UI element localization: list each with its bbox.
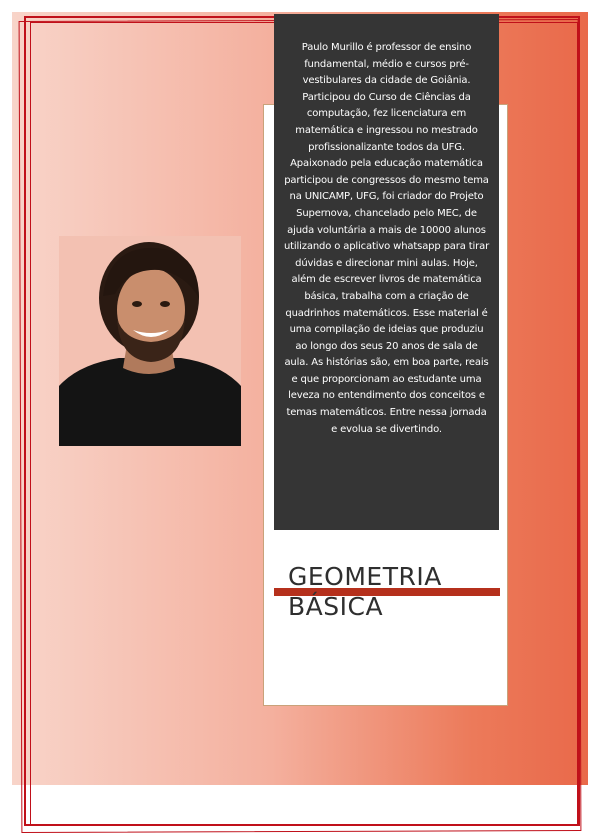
book-title-line-1: GEOMETRIA (288, 562, 442, 591)
author-bio-box (274, 14, 499, 530)
author-bio-text: Paulo Murillo é professor de ensino fundamental, médio e cursos pré-vestibulares da cidade de Goiânia. Participou do Curso de Ciências da computação, fez licenciatura em matemática e ingressou no mestrado profissionalizante todos da UFG. Apaixonado pela educação matemática participou de congressos do mesmo tema na UNICAMP, UFG, foi criador do Projeto Supernova, chancelado pelo MEC, de ajuda voluntária a mais de 10000 alunos utilizando o aplicativo whatsapp para tirar dúvidas e direcionar mini aulas. Hoje, além de escrever livros de matemática básica, trabalha com a criação de quadrinhos matemáticos. Esse material é uma compilação de ideias que produziu ao longo dos seus 20 anos de sala de aula. As histórias são, em boa parte, reais e que proporcionam ao estudante uma leveza no entendimento dos conceitos e temas matemáticos. Entre nessa jornada e evolua se divertindo. (283, 42, 490, 435)
book-title (288, 562, 442, 622)
book-title-line-2: BÁSICA (288, 592, 384, 621)
author-photo (59, 236, 241, 446)
